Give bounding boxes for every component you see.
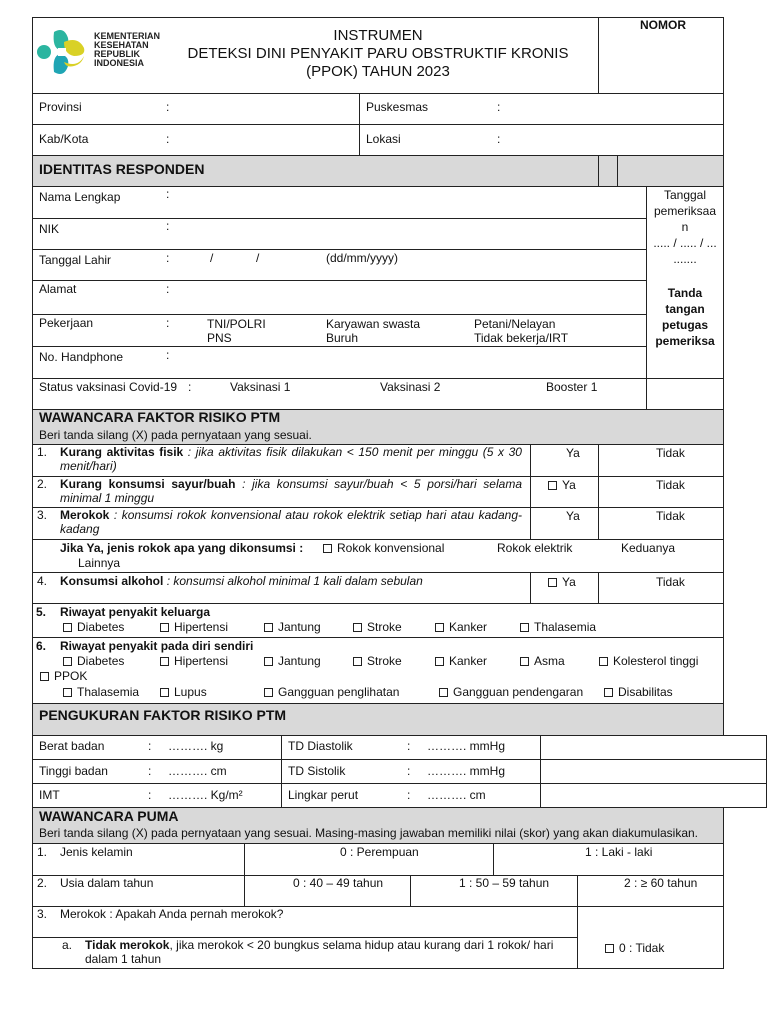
disease-option[interactable]: Diabetes bbox=[63, 620, 124, 634]
identitas-heading: IDENTITAS RESPONDEN bbox=[39, 161, 205, 177]
checkbox-icon[interactable] bbox=[520, 657, 529, 666]
handphone-label: No. Handphone bbox=[39, 350, 124, 364]
side-tanggal: Tanggal pemeriksaa n ..... / ..... / ... ....... bbox=[653, 188, 717, 266]
diastolik-value[interactable]: ………. mmHg bbox=[427, 739, 505, 753]
disease-option[interactable]: Kanker bbox=[435, 654, 487, 668]
question-6: Riwayat penyakit pada diri sendiri bbox=[60, 639, 254, 653]
wawancara-instruction: Beri tanda silang (X) pada pernyataan yang sesuai. bbox=[39, 428, 312, 442]
job-option[interactable]: PNS bbox=[207, 331, 232, 345]
berat-value[interactable]: ………. kg bbox=[168, 739, 224, 753]
ya-option[interactable]: Ya bbox=[566, 446, 580, 460]
rokok-option[interactable]: Rokok elektrik bbox=[497, 541, 573, 555]
tidak-option[interactable]: Tidak bbox=[656, 575, 685, 589]
checkbox-icon[interactable] bbox=[548, 578, 557, 587]
puskesmas-label: Puskesmas bbox=[366, 100, 429, 114]
vaksin-option[interactable]: Vaksinasi 1 bbox=[230, 380, 291, 394]
question-4: Konsumsi alkohol : konsumsi alkohol minimal 1 kali dalam sebulan bbox=[60, 574, 423, 588]
provinsi-label: Provinsi bbox=[39, 100, 82, 114]
diastolik-label: TD Diastolik bbox=[288, 739, 353, 753]
puma-option[interactable]: 1 : 50 – 59 tahun bbox=[459, 876, 550, 890]
job-option[interactable]: TNI/POLRI bbox=[207, 317, 266, 331]
disease-option[interactable]: Disabilitas bbox=[604, 685, 673, 699]
disease-option[interactable]: Stroke bbox=[353, 654, 402, 668]
disease-option[interactable]: Kanker bbox=[435, 620, 487, 634]
ya-option[interactable]: Ya bbox=[548, 575, 576, 589]
checkbox-icon[interactable] bbox=[63, 688, 72, 697]
imt-value[interactable]: ………. Kg/m² bbox=[168, 788, 243, 802]
rokok-question: Jika Ya, jenis rokok apa yang dikonsumsi : bbox=[60, 541, 304, 555]
puma-q3: Merokok : Apakah Anda pernah merokok? bbox=[60, 907, 284, 921]
checkbox-icon[interactable] bbox=[599, 657, 608, 666]
checkbox-icon[interactable] bbox=[63, 657, 72, 666]
checkbox-icon[interactable] bbox=[264, 657, 273, 666]
tidak-option[interactable]: Tidak bbox=[656, 446, 685, 460]
question-3: Merokok : konsumsi rokok konvensional atau rokok elektrik setiap hari atau kadang-kadang bbox=[60, 508, 522, 536]
checkbox-icon[interactable] bbox=[323, 544, 332, 553]
nama-label: Nama Lengkap bbox=[39, 190, 121, 204]
imt-label: IMT bbox=[39, 788, 60, 802]
ministry-line: REPUBLIK bbox=[94, 49, 141, 59]
lingkar-value[interactable]: ………. cm bbox=[427, 788, 486, 802]
question-1: Kurang aktivitas fisik : jika aktivitas fisik dilakukan < 150 menit per minggu (5 x 30 menit/hari) bbox=[60, 445, 522, 473]
tgl-lahir-label: Tanggal Lahir bbox=[39, 253, 112, 267]
ministry-line: KESEHATAN bbox=[94, 40, 149, 50]
rokok-option[interactable]: Keduanya bbox=[621, 541, 676, 555]
puma-option[interactable]: 1 : Laki - laki bbox=[585, 845, 653, 859]
sistolik-value[interactable]: ………. mmHg bbox=[427, 764, 505, 778]
tinggi-value[interactable]: ………. cm bbox=[168, 764, 227, 778]
identitas-box bbox=[32, 186, 724, 410]
checkbox-icon[interactable] bbox=[353, 623, 362, 632]
checkbox-icon[interactable] bbox=[160, 688, 169, 697]
checkbox-icon[interactable] bbox=[605, 944, 614, 953]
disease-option[interactable]: Thalasemia bbox=[63, 685, 139, 699]
date-format: (dd/mm/yyyy) bbox=[326, 251, 398, 265]
vaksin-option[interactable]: Vaksinasi 2 bbox=[380, 380, 441, 394]
puma-q1: Jenis kelamin bbox=[60, 845, 133, 859]
job-option[interactable]: Tidak bekerja/IRT bbox=[474, 331, 569, 345]
ministry-line: KEMENTERIAN bbox=[94, 31, 161, 41]
disease-option[interactable]: Jantung bbox=[264, 620, 321, 634]
kabkota-label: Kab/Kota bbox=[39, 132, 89, 146]
pekerjaan-label: Pekerjaan bbox=[39, 316, 94, 330]
puma-option[interactable]: 0 : Perempuan bbox=[340, 845, 419, 859]
title-line-2: DETEKSI DINI PENYAKIT PARU OBSTRUKTIF KRONIS bbox=[187, 45, 569, 62]
disease-option[interactable]: Stroke bbox=[353, 620, 402, 634]
tidak-option[interactable]: Tidak bbox=[656, 509, 685, 523]
vaksin-option[interactable]: Booster 1 bbox=[546, 380, 598, 394]
question-2: Kurang konsumsi sayur/buah : jika konsumsi sayur/buah < 5 porsi/hari selama minimal 1 minggu bbox=[60, 477, 522, 505]
puma-option[interactable]: 0 : Tidak bbox=[605, 941, 664, 955]
kemenkes-logo bbox=[34, 24, 164, 80]
lingkar-label: Lingkar perut bbox=[288, 788, 359, 802]
wawancara-heading: WAWANCARA FAKTOR RISIKO PTM bbox=[39, 409, 281, 425]
puma-q2: Usia dalam tahun bbox=[60, 876, 154, 890]
checkbox-icon[interactable] bbox=[604, 688, 613, 697]
disease-option[interactable]: Kolesterol tinggi bbox=[599, 654, 698, 668]
nik-label: NIK bbox=[39, 222, 60, 236]
lokasi-label: Lokasi bbox=[366, 132, 401, 146]
pengukuran-heading: PENGUKURAN FAKTOR RISIKO PTM bbox=[39, 707, 287, 723]
title-line-3: (PPOK) TAHUN 2023 bbox=[306, 63, 450, 80]
nomor-label: NOMOR bbox=[640, 18, 686, 32]
sistolik-label: TD Sistolik bbox=[288, 764, 346, 778]
disease-option[interactable]: PPOK bbox=[40, 669, 87, 683]
alamat-label: Alamat bbox=[39, 282, 77, 296]
checkbox-icon[interactable] bbox=[63, 623, 72, 632]
question-5: Riwayat penyakit keluarga bbox=[60, 605, 211, 619]
puma-instruction: Beri tanda silang (X) pada pernyataan yang sesuai. Masing-masing jawaban memiliki nilai (skor) yang akan diakumulasikan. bbox=[39, 826, 699, 840]
disease-option[interactable]: Gangguan pendengaran bbox=[439, 685, 583, 699]
ya-option[interactable]: Ya bbox=[548, 478, 576, 492]
side-tanda: Tanda tangan petugas pemeriksa bbox=[655, 286, 715, 348]
pengukuran-box bbox=[32, 735, 767, 808]
disease-option[interactable]: Hipertensi bbox=[160, 620, 228, 634]
ministry-line: INDONESIA bbox=[94, 58, 145, 68]
job-option[interactable]: Petani/Nelayan bbox=[474, 317, 556, 331]
vaksin-label: Status vaksinasi Covid-19 bbox=[39, 380, 178, 394]
title-line-1: INSTRUMEN bbox=[333, 27, 423, 44]
checkbox-icon[interactable] bbox=[435, 657, 444, 666]
puma-q3a: Tidak merokok, jika merokok < 20 bungkus selama hidup atau kurang dari 1 rokok/ hari dalam 1 tahun bbox=[85, 938, 554, 966]
checkbox-icon[interactable] bbox=[520, 623, 529, 632]
checkbox-icon[interactable] bbox=[160, 623, 169, 632]
checkbox-icon[interactable] bbox=[160, 657, 169, 666]
checkbox-icon[interactable] bbox=[264, 688, 273, 697]
berat-label: Berat badan bbox=[39, 739, 105, 753]
puma-option[interactable]: 0 : 40 – 49 tahun bbox=[293, 876, 384, 890]
rokok-option[interactable]: Lainnya bbox=[78, 556, 121, 570]
disease-option[interactable]: Diabetes bbox=[63, 654, 124, 668]
checkbox-icon[interactable] bbox=[548, 481, 557, 490]
ya-option[interactable]: Ya bbox=[566, 509, 580, 523]
job-option[interactable]: Buruh bbox=[326, 331, 359, 345]
tidak-option[interactable]: Tidak bbox=[656, 478, 685, 492]
checkbox-icon[interactable] bbox=[264, 623, 273, 632]
disease-option[interactable]: Thalasemia bbox=[520, 620, 596, 634]
disease-option[interactable]: Jantung bbox=[264, 654, 321, 668]
job-option[interactable]: Karyawan swasta bbox=[326, 317, 421, 331]
disease-option[interactable]: Gangguan penglihatan bbox=[264, 685, 399, 699]
checkbox-icon[interactable] bbox=[435, 623, 444, 632]
tinggi-label: Tinggi badan bbox=[39, 764, 108, 778]
checkbox-icon[interactable] bbox=[439, 688, 448, 697]
checkbox-icon[interactable] bbox=[353, 657, 362, 666]
checkbox-icon[interactable] bbox=[40, 672, 49, 681]
disease-option[interactable]: Asma bbox=[520, 654, 565, 668]
disease-option[interactable]: Hipertensi bbox=[160, 654, 228, 668]
rokok-option[interactable]: Rokok konvensional bbox=[323, 541, 444, 555]
disease-option[interactable]: Lupus bbox=[160, 685, 207, 699]
kemenkes-logo-icon bbox=[34, 24, 90, 80]
puma-heading: WAWANCARA PUMA bbox=[39, 808, 179, 824]
puma-option[interactable]: 2 : ≥ 60 tahun bbox=[624, 876, 698, 890]
